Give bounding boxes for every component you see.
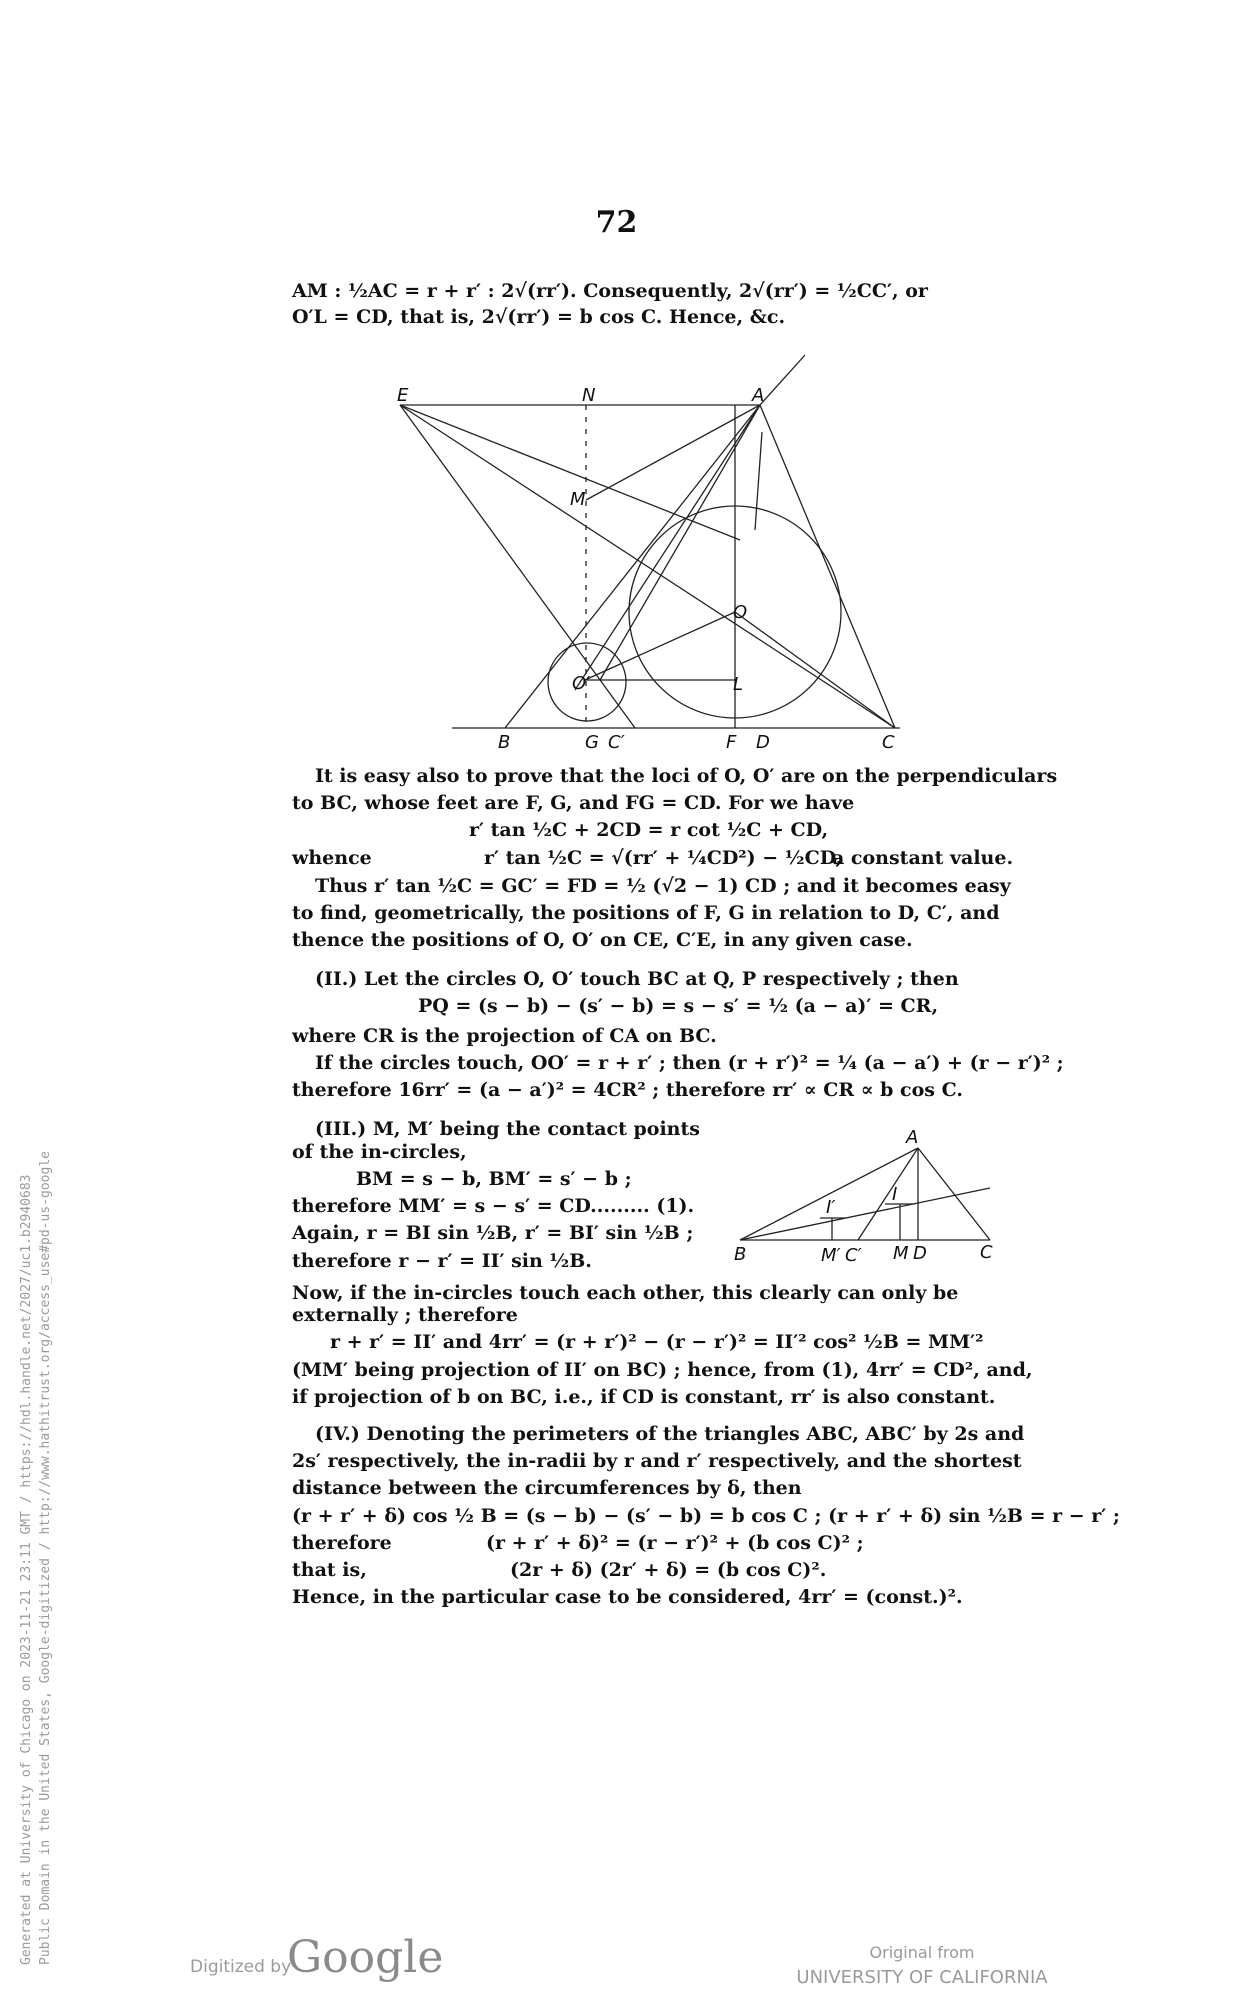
- text-line: r′ tan ½C = √(rr′ + ¼CD²) − ½CD,: [484, 847, 843, 869]
- label-C-prime: C′: [608, 732, 625, 753]
- text-line: therefore: [292, 1532, 392, 1554]
- text-line: BM = s − b, BM′ = s′ − b ;: [356, 1168, 632, 1190]
- text-line: distance between the circumferences by δ, then: [292, 1477, 802, 1499]
- label-G: G: [585, 732, 599, 753]
- label-I-prime: I′: [826, 1197, 836, 1218]
- original-from-label: Original from: [869, 1943, 975, 1962]
- label-M-prime: M′: [821, 1245, 841, 1266]
- text-line: PQ = (s − b) − (s′ − b) = s − s′ = ½ (a − a)′ = CR,: [418, 995, 939, 1017]
- sidebar-line: Generated at University of Chicago on 2023-11-21 23:11 GMT / https://hdl.handle.net/2027/uc1.b2940683: [19, 1174, 34, 1965]
- text-line: O′L = CD, that is, 2√(rr′) = b cos C. Hence, &c.: [292, 306, 786, 328]
- text-line: (MM′ being projection of II′ on BC) ; hence, from (1), 4rr′ = CD², and,: [292, 1359, 1033, 1381]
- text-line: a constant value.: [832, 847, 1014, 869]
- label-D: D: [913, 1243, 927, 1264]
- text-line: It is easy also to prove that the loci of O, O′ are on the perpendiculars: [315, 765, 1058, 787]
- label-E: E: [397, 385, 409, 406]
- text-line: externally ; therefore: [292, 1304, 518, 1326]
- label-B: B: [734, 1244, 747, 1265]
- text-line: Hence, in the particular case to be considered, 4rr′ = (const.)².: [292, 1586, 963, 1608]
- text-line: thence the positions of O, O′ on CE, C′E, in any given case.: [292, 929, 913, 951]
- label-O: O: [733, 602, 748, 623]
- label-I: I: [892, 1184, 898, 1205]
- text-line: to find, geometrically, the positions of F, G in relation to D, C′, and: [292, 902, 1000, 924]
- text-line: r + r′ = II′ and 4rr′ = (r + r′)² − (r − r′)² = II′² cos² ½B = MM′²: [330, 1331, 984, 1353]
- text-line: therefore r − r′ = II′ sin ½B.: [292, 1250, 592, 1272]
- text-line: 2s′ respectively, the in-radii by r and r′ respectively, and the shortest: [292, 1450, 1022, 1472]
- label-D: D: [756, 732, 770, 753]
- digitized-by-label: Digitized by: [190, 1957, 292, 1977]
- text-line: where CR is the projection of CA on BC.: [292, 1025, 717, 1047]
- label-F: F: [726, 732, 737, 753]
- text-line: if projection of b on BC, i.e., if CD is constant, rr′ is also constant.: [292, 1386, 996, 1408]
- label-A: A: [752, 385, 765, 406]
- label-C-prime: C′: [845, 1245, 862, 1266]
- label-L: L: [733, 674, 744, 695]
- text-line: Thus r′ tan ½C = GC′ = FD = ½ (√2 − 1) CD ; and it becomes easy: [315, 875, 1011, 897]
- text-line: (IV.) Denoting the perimeters of the triangles ABC, ABC′ by 2s and: [315, 1423, 1025, 1445]
- university-label: UNIVERSITY OF CALIFORNIA: [796, 1967, 1048, 1988]
- text-line: therefore MM′ = s − s′ = CD......... (1).: [292, 1195, 695, 1217]
- label-C: C: [980, 1242, 993, 1263]
- label-A: A: [906, 1127, 919, 1148]
- label-C: C: [882, 732, 895, 753]
- text-line: whence: [292, 847, 372, 869]
- label-M: M: [893, 1243, 909, 1264]
- text-line: Now, if the in-circles touch each other, this clearly can only be: [292, 1282, 959, 1304]
- label-N: N: [582, 385, 596, 406]
- text-line: Again, r = BI sin ½B, r′ = BI′ sin ½B ;: [292, 1222, 694, 1244]
- text-line: of the in-circles,: [292, 1141, 467, 1163]
- text-line: that is,: [292, 1559, 367, 1581]
- google-logo: Google: [287, 1932, 444, 1983]
- text-line: (III.) M, M′ being the contact points: [315, 1118, 700, 1140]
- text-line: (r + r′ + δ)² = (r − r′)² + (b cos C)² ;: [486, 1532, 864, 1554]
- text-line: If the circles touch, OO′ = r + r′ ; then (r + r′)² = ¼ (a − a′) + (r − r′)² ;: [315, 1052, 1064, 1074]
- label-O-prime: O′: [572, 673, 591, 694]
- text-line: (II.) Let the circles O, O′ touch BC at Q, P respectively ; then: [315, 968, 959, 990]
- label-M: M: [570, 489, 586, 510]
- text-line: AM : ½AC = r + r′ : 2√(rr′). Consequently, 2√(rr′) = ½CC′, or: [292, 280, 928, 302]
- text-line: (r + r′ + δ) cos ½ B = (s − b) − (s′ − b) = b cos C ; (r + r′ + δ) sin ½B = r − r′ ;: [292, 1505, 1120, 1527]
- label-B: B: [498, 732, 511, 753]
- text-line: to BC, whose feet are F, G, and FG = CD. For we have: [292, 792, 855, 814]
- text-line: (2r + δ) (2r′ + δ) = (b cos C)².: [510, 1559, 827, 1581]
- sidebar-line: Public Domain in the United States, Google-digitized / http://www.hathitrust.org/access_use#pd-us-google: [37, 1151, 53, 1965]
- page-number: 72: [595, 205, 638, 240]
- text-line: therefore 16rr′ = (a − a′)² = 4CR² ; therefore rr′ ∝ CR ∝ b cos C.: [292, 1079, 964, 1101]
- hathitrust-sidebar: [18, 1151, 56, 1965]
- text-line: r′ tan ½C + 2CD = r cot ½C + CD,: [469, 819, 829, 841]
